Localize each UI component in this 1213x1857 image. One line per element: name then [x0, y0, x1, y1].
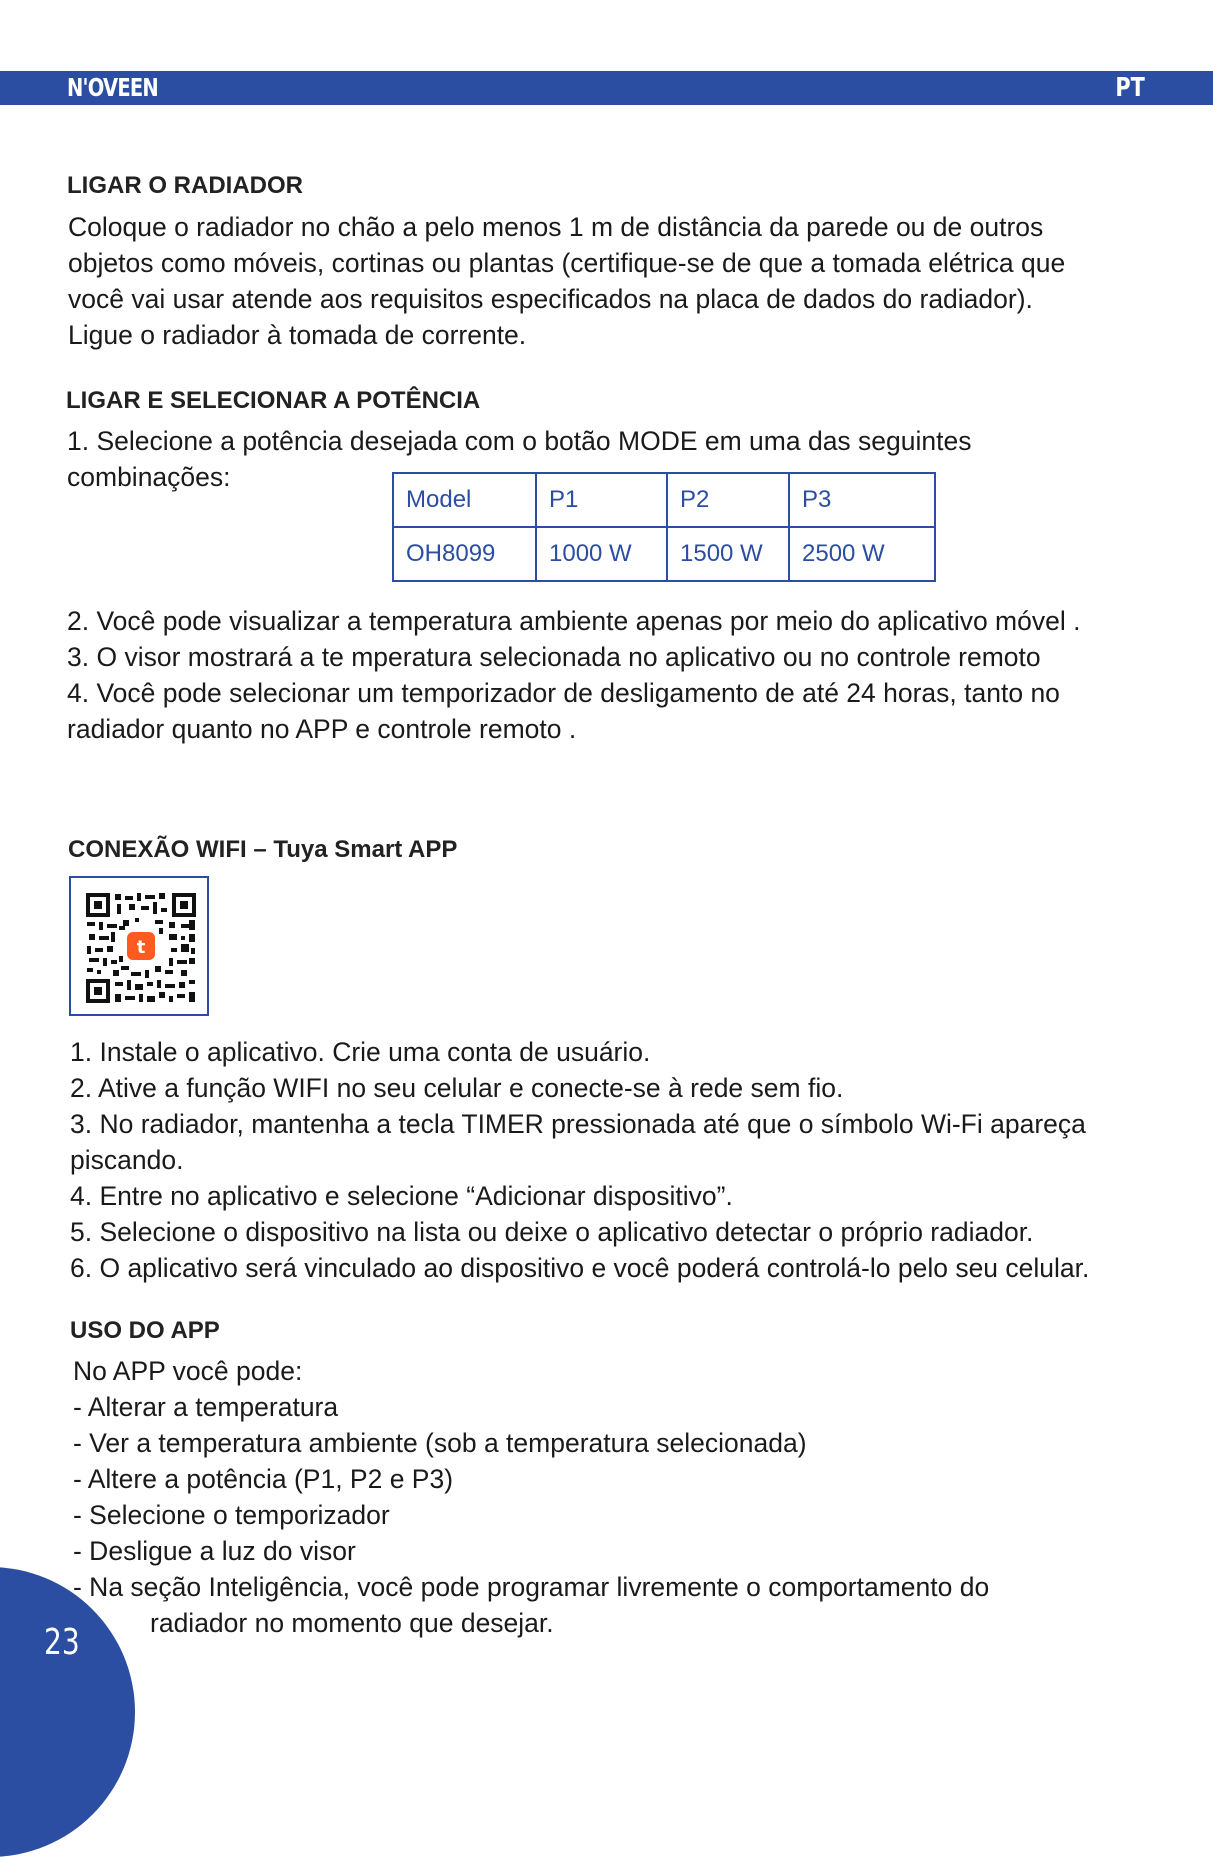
heading-uso-app: USO DO APP [70, 1317, 220, 1344]
heading-conexao-wifi: CONEXÃO WIFI – Tuya Smart APP [68, 836, 458, 863]
table-cell: OH8099 [393, 527, 536, 581]
text-line: 4. Você pode selecionar um temporizador de desligamento de até 24 horas, tanto no [67, 678, 1060, 708]
text-line: Coloque o radiador no chão a pelo menos 1 m de distância da parede ou de outros [68, 212, 1044, 242]
text-line: No APP você pode: [73, 1356, 303, 1386]
text-line: radiador no momento que desejar. [150, 1608, 554, 1638]
paragraph-potencia-notes [67, 603, 1080, 747]
power-table [392, 472, 936, 582]
heading-selecionar-potencia: LIGAR E SELECIONAR A POTÊNCIA [66, 387, 481, 414]
brand-logo: N'OVEEN [67, 73, 158, 102]
tuya-logo-letter: t [136, 937, 146, 958]
paragraph-wifi-steps [70, 1034, 1089, 1286]
text-line: 1. Instale o aplicativo. Crie uma conta de usuário. [70, 1037, 651, 1067]
table-row [393, 527, 935, 581]
text-line: 3. O visor mostrará a te mperatura selecionada no aplicativo ou no controle remoto [67, 642, 1041, 672]
text-line: - Ver a temperatura ambiente (sob a temperatura selecionada) [73, 1428, 807, 1458]
page-number: 23 [44, 1622, 80, 1663]
text-line: 1. Selecione a potência desejada com o botão MODE em uma das seguintes [67, 426, 972, 456]
heading-ligar-radiador: LIGAR O RADIADOR [67, 172, 303, 199]
qr-code-icon [85, 892, 197, 1004]
language-code: PT [1115, 73, 1145, 103]
text-line: 4. Entre no aplicativo e selecione “Adicionar dispositivo”. [70, 1181, 733, 1211]
table-header-row [393, 473, 935, 527]
table-cell: 1000 W [536, 527, 667, 581]
table-cell: P2 [667, 473, 789, 527]
text-line: - Selecione o temporizador [73, 1500, 390, 1530]
text-line: 3. No radiador, mantenha a tecla TIMER pressionada até que o símbolo Wi-Fi apareça [70, 1109, 1086, 1139]
table-cell: Model [393, 473, 536, 527]
text-line: objetos como móveis, cortinas ou plantas (certifique-se de que a tomada elétrica que [68, 248, 1066, 278]
paragraph-ligar-radiador [68, 209, 1065, 353]
page-corner-decoration [0, 1567, 135, 1857]
table-cell: P3 [789, 473, 935, 527]
text-line: 5. Selecione o dispositivo na lista ou deixe o aplicativo detectar o próprio radiador. [70, 1217, 1034, 1247]
table-cell: P1 [536, 473, 667, 527]
table-cell: 1500 W [667, 527, 789, 581]
text-line: - Altere a potência (P1, P2 e P3) [73, 1464, 454, 1494]
text-line: 2. Você pode visualizar a temperatura ambiente apenas por meio do aplicativo móvel . [67, 606, 1081, 636]
text-line: - Na seção Inteligência, você pode programar livremente o comportamento do [73, 1572, 990, 1602]
qr-code-frame [69, 876, 209, 1016]
text-line: você vai usar atende aos requisitos especificados na placa de dados do radiador). [68, 284, 1033, 314]
paragraph-uso-app-end [150, 1605, 554, 1641]
table-cell: 2500 W [789, 527, 935, 581]
text-line: 6. O aplicativo será vinculado ao dispositivo e você poderá controlá-lo pelo seu celular. [70, 1253, 1090, 1283]
text-line: radiador quanto no APP e controle remoto . [67, 714, 577, 744]
header-bar [0, 71, 1213, 105]
text-line: 2. Ative a função WIFI no seu celular e conecte-se à rede sem fio. [70, 1073, 844, 1103]
text-line: piscando. [70, 1145, 184, 1175]
text-line: - Desligue a luz do visor [73, 1536, 356, 1566]
text-line: - Alterar a temperatura [73, 1392, 339, 1422]
text-line: Ligue o radiador à tomada de corrente. [68, 320, 527, 350]
paragraph-uso-app [73, 1353, 989, 1605]
text-line: combinações: [67, 462, 231, 492]
